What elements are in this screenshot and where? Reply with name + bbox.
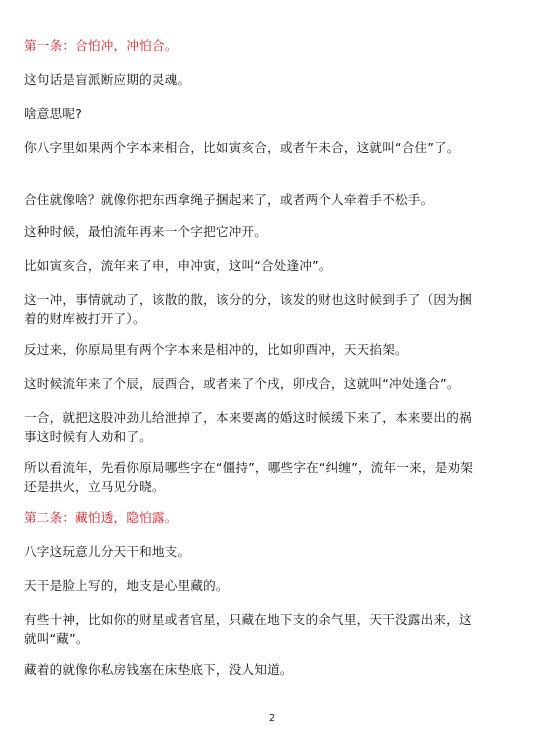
paragraph: 这句话是盲派断应期的灵魂。 — [24, 72, 191, 87]
paragraph: 这时候流年来了个辰，辰酉合，或者来了个戌，卯戌合，这就叫“冲处逢合”。 — [24, 376, 460, 391]
paragraph: 你八字里如果两个字本来相合，比如寅亥合，或者午未合，这就叫“合住”了。 — [24, 140, 460, 155]
page-number: 2 — [268, 713, 276, 724]
section-heading-2: 第二条：藏怕透，隐怕露。 — [24, 510, 178, 525]
paragraph: 合住就像啥？就像你把东西拿绳子捆起来了，或者两个人牵着手不松手。 — [24, 192, 434, 207]
paragraph: 藏着的就像你私房钱塞在床垫底下，没人知道。 — [24, 662, 293, 677]
paragraph: 反过来，你原局里有两个字本来是相冲的，比如卯酉冲，天天掐架。 — [24, 342, 408, 357]
paragraph: 比如寅亥合，流年来了申，申冲寅，这叫“合处逢冲”。 — [24, 258, 332, 273]
section-heading-1: 第一条：合怕冲，冲怕合。 — [24, 38, 178, 53]
paragraph: 这种时候，最怕流年再来一个字把它冲开。 — [24, 224, 268, 239]
paragraph: 八字这玩意儿分天干和地支。 — [24, 544, 191, 559]
paragraph: 啥意思呢? — [24, 106, 83, 121]
paragraph: 这一冲，事情就动了，该散的散，该分的分，该发的财也这时候到手了（因为捆着的财库被打开了）。 — [24, 292, 472, 326]
paragraph: 有些十神，比如你的财星或者官星，只藏在地下支的余气里，天干没露出来，这就叫“藏”。 — [24, 612, 472, 646]
paragraph: 所以看流年，先看你原局哪些字在“僵持”，哪些字在“纠缠”，流年一来，是劝架还是拱火，立马见分晓。 — [24, 460, 474, 494]
paragraph: 天干是脸上写的，地支是心里藏的。 — [24, 578, 229, 593]
paragraph: 一合，就把这股冲劲儿给泄掉了，本来要离的婚这时候缓下来了，本来要出的祸事这时候有人劝和了。 — [24, 410, 472, 444]
